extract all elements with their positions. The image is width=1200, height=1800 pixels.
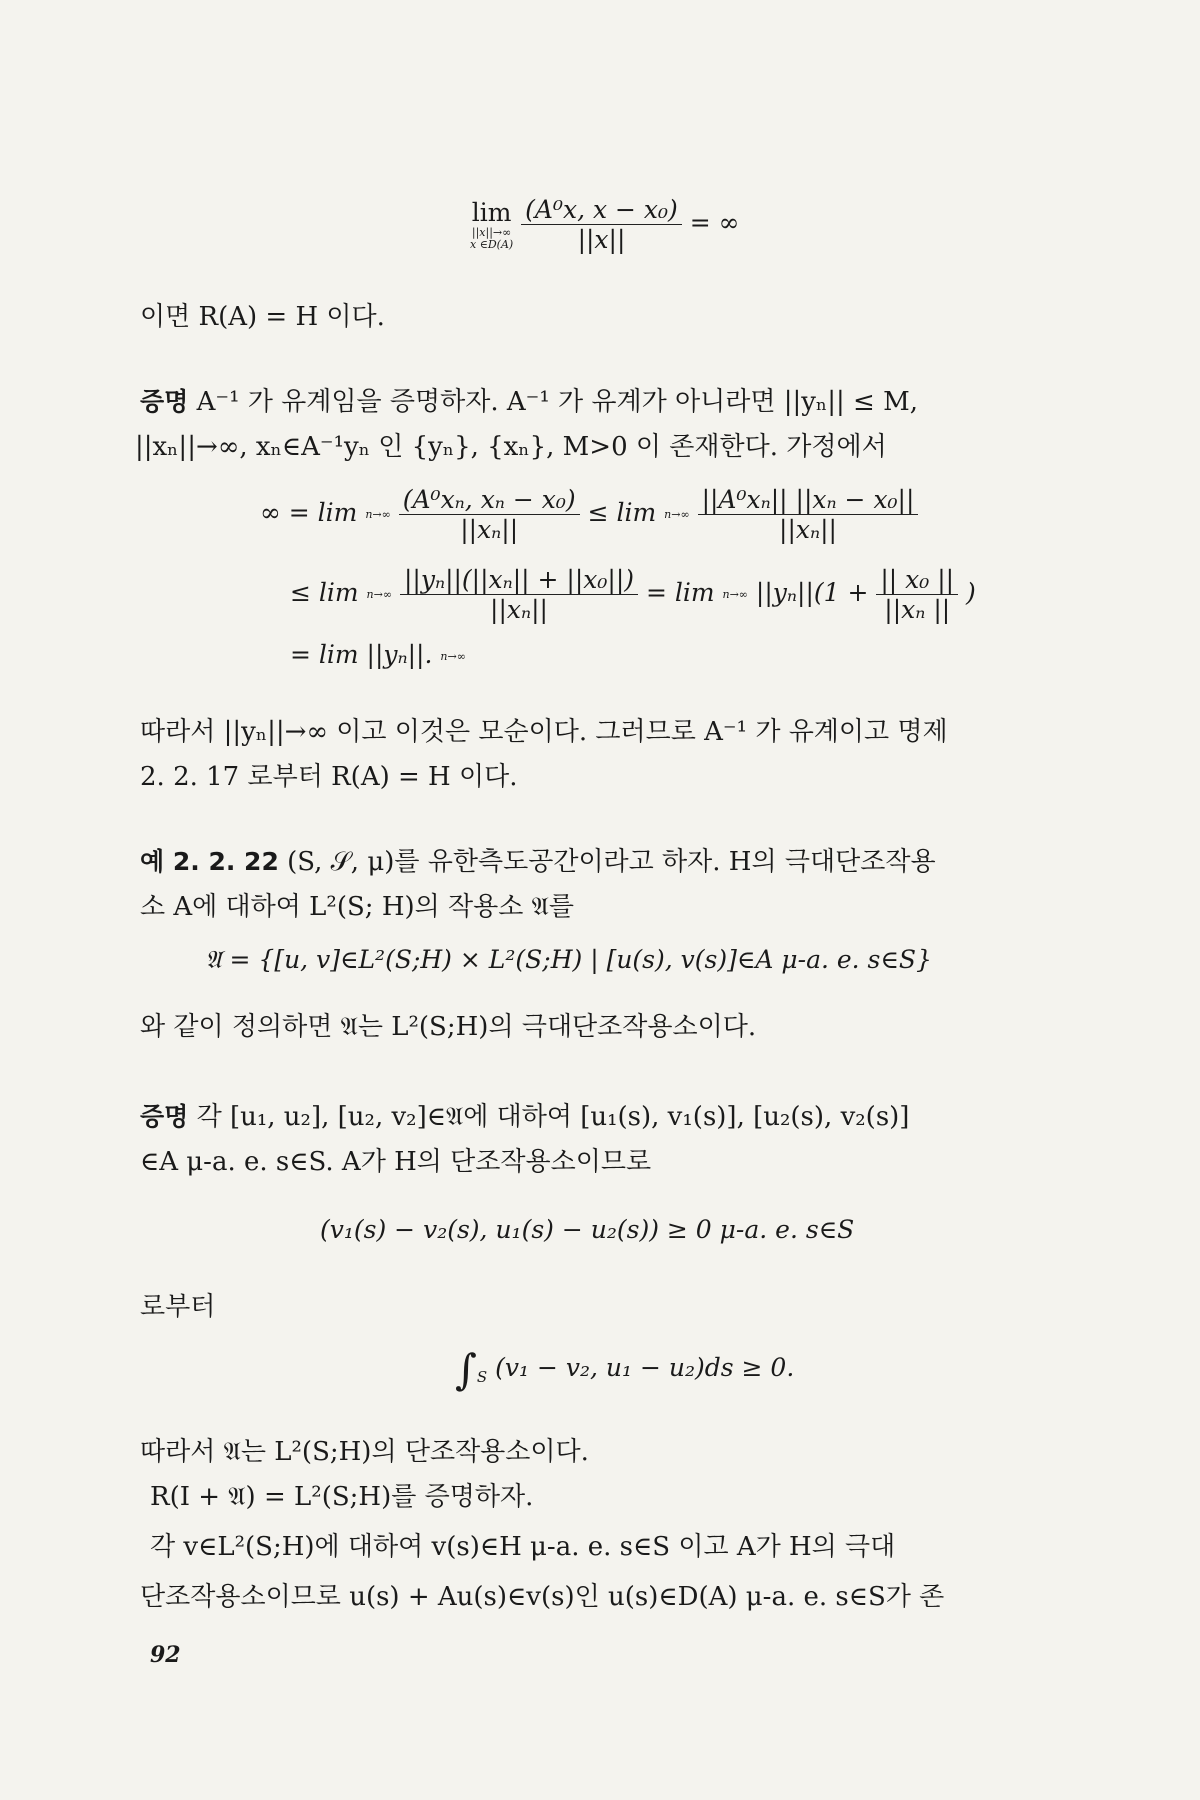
paragraph-line: 따라서 ||yₙ||→∞ 이고 이것은 모순이다. 그러므로 A⁻¹ 가 유계이고 명제 <box>140 717 948 747</box>
formula-row: ≤ lim n→∞ $\frac{\text{||yₙ||(||xₙ|| + ||x₀||)}}{\text{||xₙ||}}$ = lim n→∞ ||yₙ||(1 + $\frac{\text{|| x₀ ||}}{\text{||xₙ ||}}$ ) <box>290 565 976 624</box>
formula-monotone: (v₁(s) − v₂(s), u₁(s) − u₂(s)) ≥ 0 μ-a. e. s∈S <box>320 1215 855 1244</box>
fraction: $\frac{\text{(A⁰x, x − x₀)}}{||x||}$ <box>521 195 682 254</box>
fraction: $\frac{\text{||A⁰xₙ|| ||xₙ − x₀||}}{\text{||xₙ||}}$ <box>698 485 919 544</box>
proof-line: 따라서 𝔄는 L²(S;H)의 단조작용소이다. <box>140 1437 589 1467</box>
example-line: 예 2. 2. 22 (S, 𝒮, μ)를 유한측도공간이라고 하자. H의 극대단조작용 <box>140 847 936 877</box>
lim-operator: lim ||x||→∞ x ∈D(A) <box>470 198 514 251</box>
fraction: $\frac{\text{||yₙ||(||xₙ|| + ||x₀||)}}{\text{||xₙ||}}$ <box>400 565 638 624</box>
proof-line: 로부터 <box>140 1292 216 1322</box>
proof-line: R(I + 𝔄) = L²(S;H)를 증명하자. <box>150 1482 534 1512</box>
formula-operator-definition: 𝔄 = {[u, v]∈L²(S;H) × L²(S;H) | [u(s), v(s)]∈A μ-a. e. s∈S} <box>205 945 932 974</box>
proof-line: 증명 A⁻¹ 가 유계임을 증명하자. A⁻¹ 가 유계가 아니라면 ||yₙ|| ≤ M, <box>140 387 918 417</box>
example-line: 와 같이 정의하면 𝔄는 L²(S;H)의 극대단조작용소이다. <box>140 1012 757 1042</box>
proof-line: ∈A μ-a. e. s∈S. A가 H의 단조작용소이므로 <box>140 1147 652 1177</box>
proof-label: 증명 <box>140 1102 189 1131</box>
formula-limit-coercive: lim ||x||→∞ x ∈D(A) $\frac{\text{(A⁰x, x − x₀)}}{||x||}$ = ∞ <box>470 195 740 254</box>
formula-row: = lim ||yₙ||. n→∞ <box>290 640 466 669</box>
proof-line: 단조작용소이므로 u(s) + Au(s)∈v(s)인 u(s)∈D(A) μ-a. e. s∈S가 존 <box>140 1582 945 1612</box>
example-label: 예 2. 2. 22 <box>140 847 279 876</box>
proof-label: 증명 <box>140 387 189 416</box>
proof-line: 각 v∈L²(S;H)에 대하여 v(s)∈H μ-a. e. s∈S 이고 A가 H의 극대 <box>150 1532 896 1562</box>
fraction: $\frac{\text{|| x₀ ||}}{\text{||xₙ ||}}$ <box>876 565 958 624</box>
paragraph-line: 이면 R(A) = H 이다. <box>140 302 385 332</box>
paragraph-line: 2. 2. 17 로부터 R(A) = H 이다. <box>140 762 518 792</box>
page-number: 92 <box>150 1642 181 1668</box>
formula-row: ∞ = lim n→∞ $\frac{\text{(A⁰xₙ, xₙ − x₀)}}{\text{||xₙ||}}$ ≤ lim n→∞ $\frac{\text{||A⁰xₙ|| ||xₙ − x₀||}}{\text{||xₙ||}}$ <box>260 485 918 544</box>
example-line: 소 A에 대하여 L²(S; H)의 작용소 𝔄를 <box>140 892 574 922</box>
fraction: $\frac{\text{(A⁰xₙ, xₙ − x₀)}}{\text{||xₙ||}}$ <box>399 485 580 544</box>
proof-line: 증명 각 [u₁, u₂], [u₂, v₂]∈𝔄에 대하여 [u₁(s), v₁(s)], [u₂(s), v₂(s)] <box>140 1102 910 1132</box>
proof-line: ||xₙ||→∞, xₙ∈A⁻¹yₙ 인 {yₙ}, {xₙ}, M>0 이 존재한다. 가정에서 <box>135 432 887 462</box>
formula-integral: $\int_S$ (v₁ − v₂, u₁ − u₂)ds ≥ 0. <box>455 1345 795 1394</box>
